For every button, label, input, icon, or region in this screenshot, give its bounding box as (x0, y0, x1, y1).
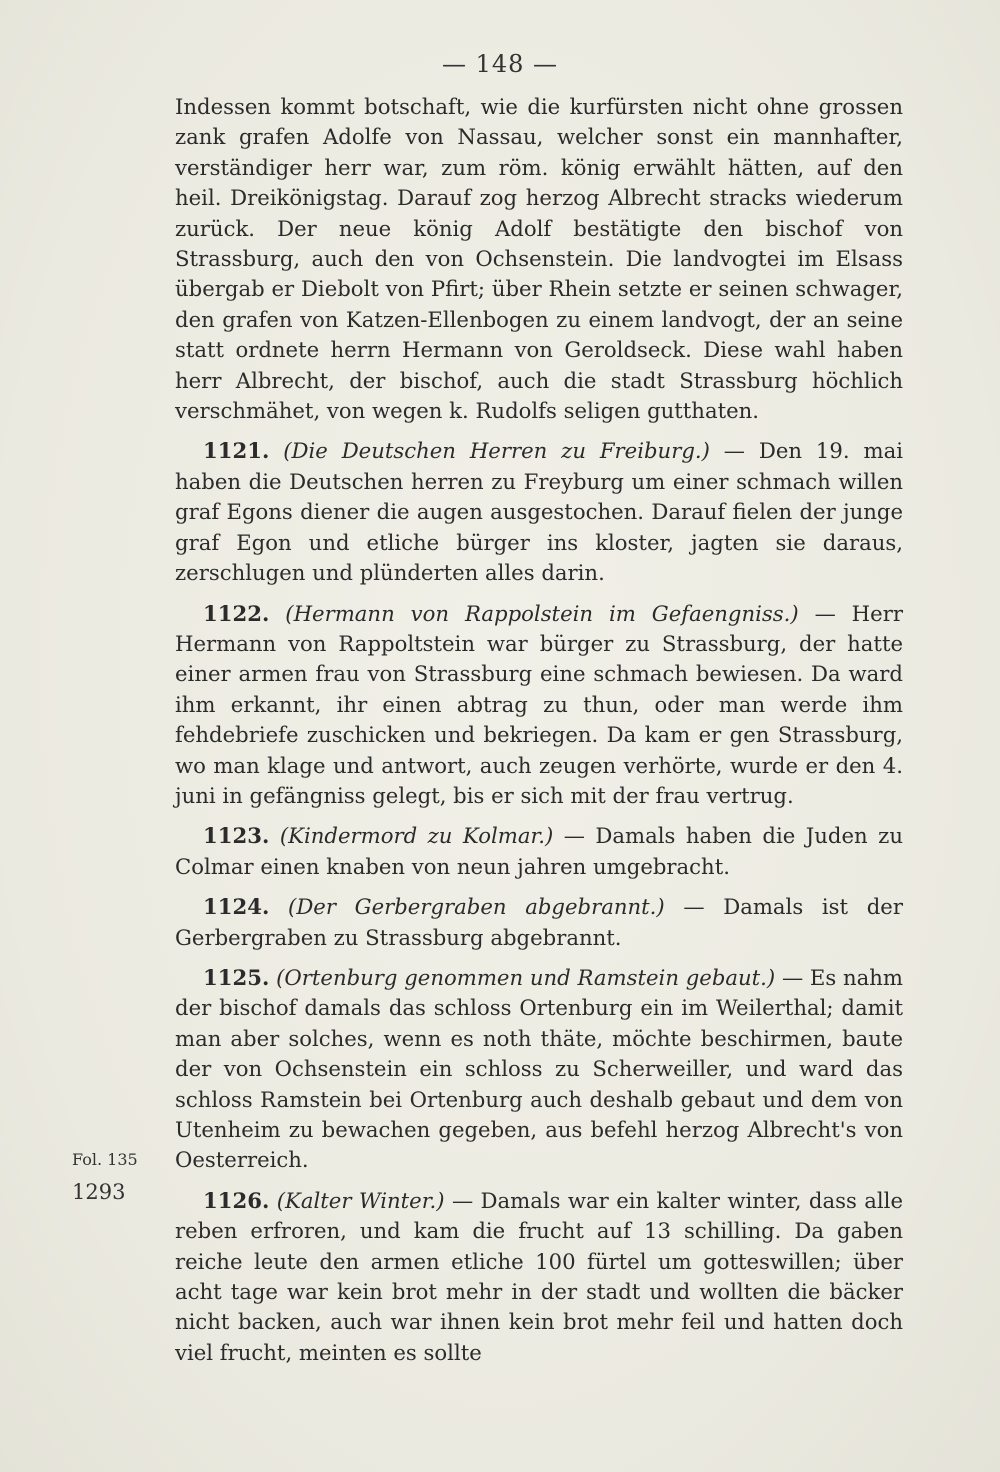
entry-number: 1125. (203, 964, 270, 990)
entry-number: 1123. (203, 823, 270, 849)
entry-text: — Den 19. mai haben die Deutschen herren zu Freyburg um einer schmach willen graf Egons diener die augen ausgestochen. Darauf fielen der junge graf Egon und etliche bürger ins kloster, jagten sie daraus, zerschlugen und plünderten alles darin. (175, 438, 903, 586)
entry-title: (Hermann von Rappolstein im Gefaengniss.) (285, 600, 799, 626)
entry-number: 1124. (203, 894, 270, 920)
entry-1122 (175, 599, 903, 812)
page-number: — 148 — (441, 50, 559, 78)
margin-folio-note: Fol. 135 (72, 1150, 138, 1169)
entry-title: (Der Gerbergraben abgebrannt.) (288, 894, 665, 920)
entry-title: (Die Deutschen Herren zu Freiburg.) (283, 438, 710, 464)
entry-title: (Kindermord zu Kolmar.) (279, 823, 554, 849)
entry-title: (Ortenburg genommen und Ramstein gebaut.) (276, 964, 776, 990)
entry-number: 1126. (203, 1187, 270, 1213)
entry-text: — Damals war ein kalter winter, dass alle reben erfroren, und kam die frucht auf 13 schilling. Da gaben reiche leute den armen etliche 100 fürtel um gotteswillen; über acht tage war kein brot mehr in der stadt und wollten die bäcker nicht backen, auch war ihnen kein brot mehr feil und hatten doch viel frucht, meinten es sollte (175, 1187, 903, 1365)
entry-text: — Damals haben die Juden zu Colmar einen knaben von neun jahren umgebracht. (175, 823, 903, 879)
entry-1124 (175, 892, 903, 953)
entry-title: (Kalter Winter.) (276, 1187, 445, 1213)
entry-1125 (175, 963, 903, 1176)
entry-1123 (175, 821, 903, 882)
intro-paragraph: Indessen kommt botschaft, wie die kurfürsten nicht ohne grossen zank grafen Adolfe von Nassau, welcher sonst ein mannhafter, verständiger herr war, zum röm. könig erwählt hätten, auf den heil. Dreikönigstag. Darauf zog herzog Albrecht stracks wiederum zurück. Der neue könig Adolf bestätigte den bischof von Strassburg, auch den von Ochsenstein. Die landvogtei im Elsass übergab er Diebolt von Pfirt; über Rhein setzte er seinen schwager, den grafen von Katzen-Ellenbogen zu einem landvogt, der an seine statt ordnete herrn Hermann von Geroldseck. Diese wahl haben herr Albrecht, der bischof, auch die stadt Strassburg höchlich verschmähet, von wegen k. Rudolfs seligen gutthaten. (175, 94, 903, 424)
entry-1121 (175, 436, 903, 588)
margin-year-note: 1293 (72, 1180, 126, 1204)
entry-text: — Damals ist der Gerbergraben zu Strassburg abgebrannt. (175, 894, 903, 950)
text-block (175, 92, 903, 1368)
entry-text: — Es nahm der bischof damals das schloss Ortenburg ein im Weilerthal; damit man aber solches, wenn es noth thäte, möchte beschirmen, baute der von Ochsenstein ein schloss zu Scherweiller, und ward das schloss Ramstein bei Ortenburg auch deshalb gebaut und dem von Utenheim zu bewachen gegeben, aus befehl herzog Albrecht's von Oesterreich. (175, 964, 903, 1173)
entry-number: 1121. (203, 438, 270, 464)
entry-number: 1122. (203, 600, 270, 626)
entry-1126 (175, 1186, 903, 1368)
entry-text: — Herr Hermann von Rappoltstein war bürger zu Strassburg, der hatte einer armen frau von Strassburg eine schmach bewiesen. Da ward ihm erkannt, ihr einen abtrag zu thun, oder man werde ihm fehdebriefe zuschicken und bekriegen. Da kam er gen Strassburg, wo man klage und antwort, auch zeugen verhörte, wurde er den 4. juni in gefängniss gelegt, bis er sich mit der frau vertrug. (175, 600, 903, 808)
